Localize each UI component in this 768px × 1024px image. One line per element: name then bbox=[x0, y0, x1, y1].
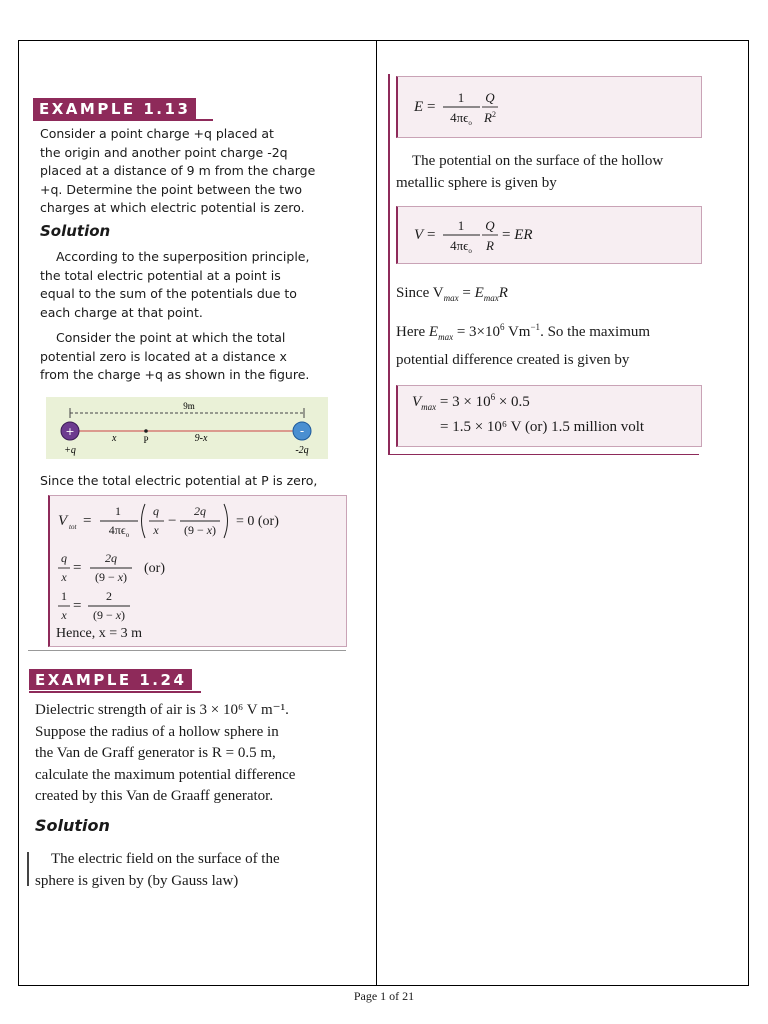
svg-text:=: = bbox=[427, 99, 436, 115]
charges-diagram bbox=[46, 397, 328, 459]
example-label-underline bbox=[33, 119, 213, 121]
charges-figure bbox=[46, 397, 328, 459]
svg-text:4πϵo: $4\pi\epsilon_o$ bbox=[450, 238, 472, 255]
svg-text:=: = bbox=[73, 598, 82, 614]
svg-text:(or): (or) bbox=[144, 561, 165, 576]
electric-field-equation-box bbox=[396, 76, 702, 138]
svg-text:1: 1 bbox=[115, 504, 121, 518]
potential-difference-line: potential difference created is given by bbox=[396, 352, 630, 368]
svg-text:=: = bbox=[427, 227, 436, 243]
potential-formula bbox=[398, 207, 701, 263]
example-1-24-label: EXAMPLE 1.24 bbox=[29, 669, 192, 690]
svg-text:R2: $R^2$ bbox=[484, 110, 496, 125]
right-charge-label: -2q bbox=[295, 445, 309, 456]
superposition-paragraph: According to the superposition principle, the total electric potential at a point is equal to the sum of the potentials due to each charge at that point. bbox=[40, 249, 310, 320]
svg-text:R: R bbox=[486, 238, 494, 253]
svg-text:4πϵo: $4\pi\epsilon_o$ bbox=[108, 523, 130, 539]
svg-text:(9 − x): (9 − x) bbox=[94, 570, 128, 584]
right-margin-bar bbox=[388, 74, 390, 455]
svg-text:1: 1 bbox=[457, 90, 465, 105]
margin-bar bbox=[27, 852, 29, 886]
plus-sign: + bbox=[65, 425, 75, 438]
svg-text:2q: 2q bbox=[194, 504, 206, 518]
nine-minus-x-label: 9-x bbox=[194, 433, 208, 444]
potential-equation-box bbox=[396, 206, 702, 264]
svg-text:2q: 2q bbox=[105, 551, 117, 565]
svg-text:q: q bbox=[61, 551, 67, 565]
example-1-24-problem: Dielectric strength of air is 3 × 10⁶ V m⁻¹. Suppose the radius of a hollow sphere in the Van de Graff generator is R = 0.5 m, calculate the maximum potential difference created by this Van de Graaff generator. bbox=[35, 702, 296, 804]
minus-sign: - bbox=[299, 424, 305, 438]
svg-text:x: x bbox=[61, 570, 67, 584]
svg-text:Q: Q bbox=[485, 90, 495, 105]
left-charge-label: +q bbox=[64, 445, 76, 456]
svg-text:1: 1 bbox=[457, 218, 465, 233]
vmax-result-box bbox=[396, 385, 702, 447]
svg-text:2: 2 bbox=[106, 589, 112, 603]
svg-text:x: x bbox=[153, 523, 159, 537]
here-emax-line: Here $E_{max} = 3\times 10^6$ $Vm^{-1}$. So the maximum bbox=[396, 322, 651, 342]
example-label-underline bbox=[29, 691, 201, 693]
equation-box-1-13 bbox=[48, 495, 347, 647]
right-section-rule bbox=[388, 454, 699, 455]
electric-field-formula bbox=[398, 77, 701, 137]
svg-text:(9 − x): (9 − x) bbox=[183, 523, 217, 537]
since-vmax-line: Since $V_{max} = E_{max}R$ bbox=[396, 285, 508, 303]
svg-text:(9 − x): (9 − x) bbox=[92, 608, 126, 622]
potential-equations bbox=[50, 496, 346, 646]
point-p bbox=[144, 429, 148, 433]
svg-text:q: q bbox=[153, 504, 159, 518]
svg-text:= 0 (or): = 0 (or) bbox=[236, 514, 279, 529]
svg-text:= ER: = ER bbox=[502, 227, 533, 243]
svg-text:V: V bbox=[58, 513, 68, 529]
svg-text:=: = bbox=[83, 513, 92, 529]
svg-text:V: V bbox=[414, 227, 424, 243]
svg-text:=: = bbox=[73, 560, 82, 576]
solution-heading: Solution bbox=[35, 816, 110, 835]
svg-text:1: 1 bbox=[61, 589, 67, 603]
svg-text:x: x bbox=[61, 608, 67, 622]
svg-text:Q: Q bbox=[485, 218, 495, 233]
svg-text:E: E bbox=[414, 99, 424, 115]
hollow-sphere-potential-text: The potential on the surface of the hollow metallic sphere is given by bbox=[396, 153, 664, 191]
svg-text:tot: tot bbox=[69, 523, 77, 531]
since-total-potential: Since the total electric potential at P is zero, bbox=[40, 473, 318, 488]
distance-label: 9m bbox=[183, 401, 195, 411]
vmax-line-2: = 1.5 × 10⁶ V (or) 1.5 million volt bbox=[440, 419, 645, 435]
distance-paragraph: Consider the point at which the total potential zero is located at a distance x from the charge +q as shown in the figure. bbox=[40, 330, 310, 382]
column-divider bbox=[376, 40, 377, 986]
vmax-line-1: $V_{max} = 3 \times 10^6 \times 0.5$ bbox=[412, 392, 530, 412]
solution-heading: Solution bbox=[40, 222, 111, 240]
example-1-13-label: EXAMPLE 1.13 bbox=[33, 98, 196, 119]
example-1-13-problem: Consider a point charge +q placed at the origin and another point charge -2q placed at a distance of 9 m from the charge +q. Determine the point between the two charges at which electric potential is zero. bbox=[40, 126, 316, 215]
gauss-law-paragraph: The electric field on the surface of the sphere is given by (by Gauss law) bbox=[35, 851, 280, 889]
x-label: x bbox=[112, 433, 117, 444]
svg-text:−: − bbox=[168, 513, 177, 529]
section-rule bbox=[28, 650, 346, 651]
page-number: Page 1 of 21 bbox=[353, 989, 415, 1003]
hence-result: Hence, x = 3 m bbox=[56, 626, 143, 641]
p-label: P bbox=[143, 435, 149, 445]
svg-text:4πϵo: $4\pi\epsilon_o$ bbox=[450, 110, 472, 127]
